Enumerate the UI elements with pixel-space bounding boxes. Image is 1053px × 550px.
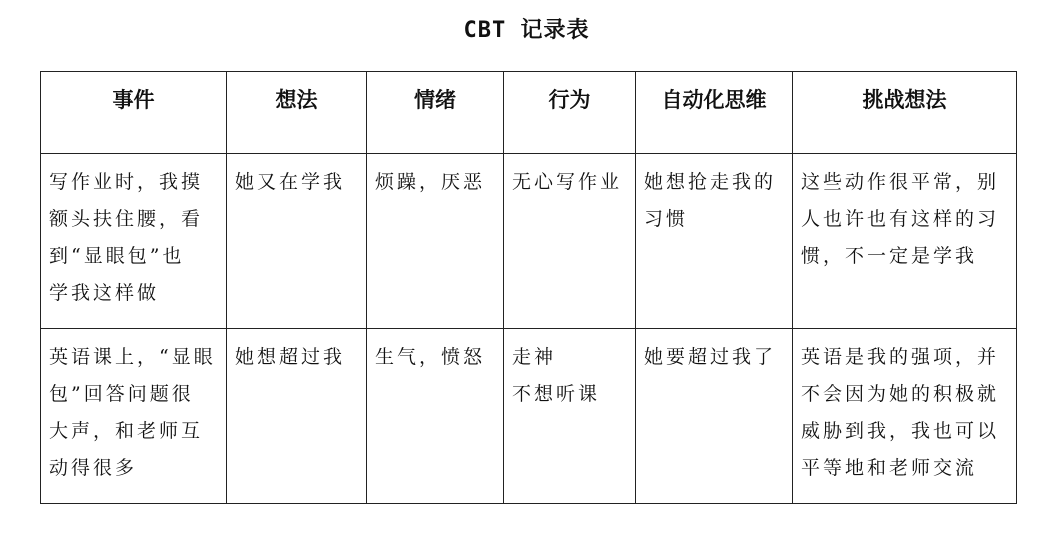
cell-line: 写作业时，我摸 — [49, 171, 204, 193]
cell-line: 她要超过我了 — [644, 346, 777, 368]
header-challenge: 挑战想法 — [793, 72, 1017, 154]
cell-line: 惯，不一定是学我 — [801, 245, 978, 267]
cell-challenge — [793, 329, 1017, 504]
cell-line: 英语课上，“显眼 — [49, 346, 216, 368]
cell-line: 大声，和老师互 — [49, 420, 204, 442]
header-behavior: 行为 — [504, 72, 636, 154]
table-row — [41, 329, 1017, 504]
header-emotion: 情绪 — [367, 72, 504, 154]
cell-event — [41, 154, 227, 329]
cell-line: 到“显眼包”也 — [49, 245, 185, 267]
table-header-row — [41, 72, 1017, 154]
cell-emotion — [367, 154, 504, 329]
cell-thought — [227, 154, 367, 329]
cell-line: 这些动作很平常，别 — [801, 171, 1000, 193]
header-event: 事件 — [41, 72, 227, 154]
cell-event — [41, 329, 227, 504]
table-row — [41, 154, 1017, 329]
cell-line: 平等地和老师交流 — [801, 457, 978, 479]
cell-automatic-thought — [636, 329, 793, 504]
cell-behavior — [504, 329, 636, 504]
cell-line: 人也许也有这样的习 — [801, 208, 1000, 230]
header-automatic-thought: 自动化思维 — [636, 72, 793, 154]
document-title: CBT 记录表 — [463, 18, 590, 43]
cell-automatic-thought — [636, 154, 793, 329]
cell-line: 英语是我的强项，并 — [801, 346, 1000, 368]
header-thought: 想法 — [227, 72, 367, 154]
cell-challenge — [793, 154, 1017, 329]
cell-line: 走神 — [512, 346, 557, 368]
cell-line: 她想抢走我的 — [644, 171, 777, 193]
cell-line: 包”回答问题很 — [49, 383, 194, 405]
cell-line: 威胁到我，我也可以 — [801, 420, 1000, 442]
cell-line: 不想听课 — [512, 383, 601, 405]
cell-line: 习惯 — [644, 208, 689, 230]
cell-thought — [227, 329, 367, 504]
cell-line: 动得很多 — [49, 457, 138, 479]
cbt-record-table — [40, 71, 1017, 504]
cell-behavior — [504, 154, 636, 329]
cell-line: 生气，愤怒 — [375, 346, 486, 368]
cell-line: 烦躁，厌恶 — [375, 171, 486, 193]
cell-emotion — [367, 329, 504, 504]
cell-line: 无心写作业 — [512, 171, 623, 193]
cell-line: 额头扶住腰，看 — [49, 208, 204, 230]
cell-line: 学我这样做 — [49, 282, 160, 304]
cell-line: 不会因为她的积极就 — [801, 383, 1000, 405]
cell-line: 她想超过我 — [235, 346, 346, 368]
cell-line: 她又在学我 — [235, 171, 346, 193]
